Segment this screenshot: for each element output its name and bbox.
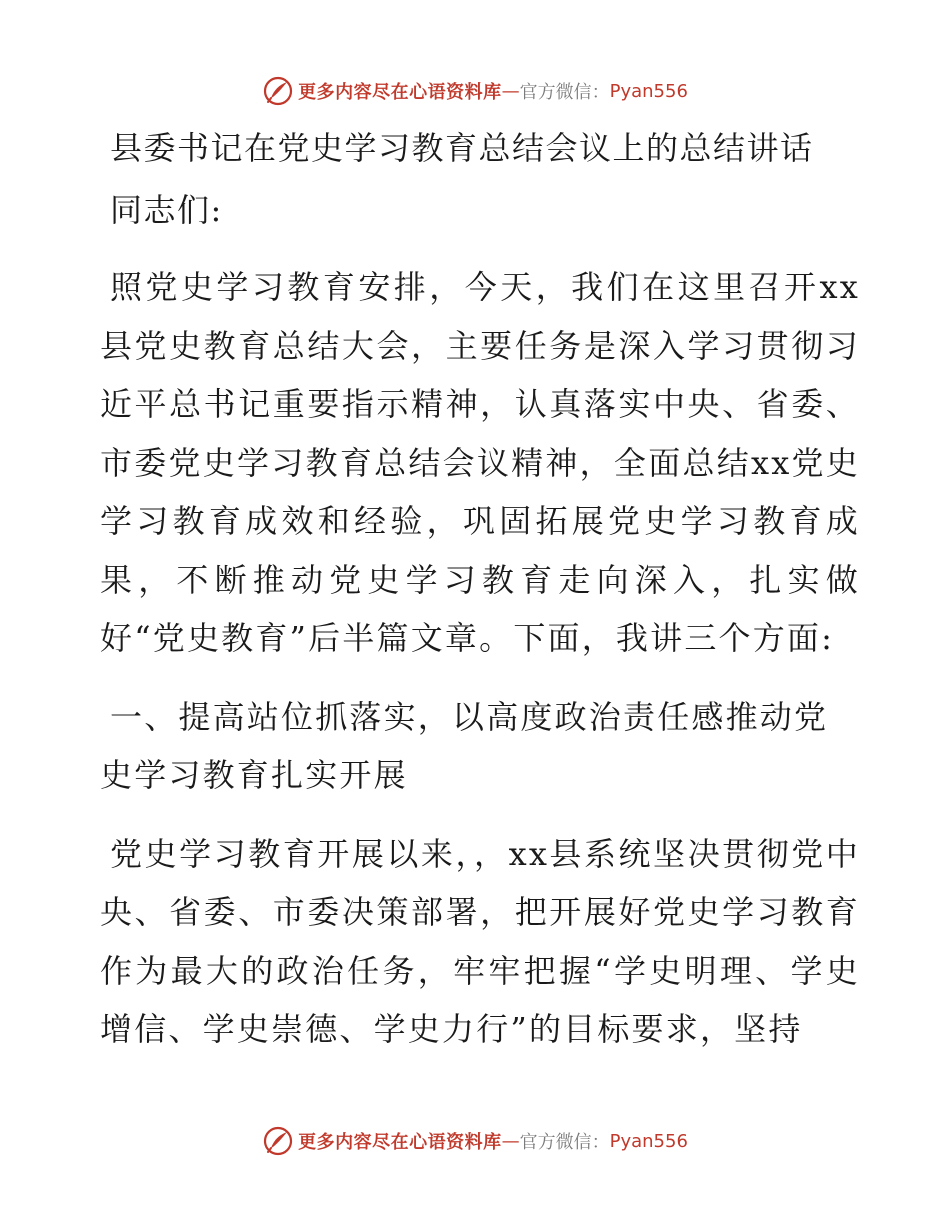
banner-site-text: 更多内容尽在心语资料库 <box>298 82 502 103</box>
banner-dash: — <box>501 80 520 102</box>
banner-site-text: 更多内容尽在心语资料库 <box>298 1132 502 1153</box>
salutation: 同志们: <box>110 191 223 229</box>
banner-wechat-label: 官方微信： <box>519 1132 610 1153</box>
banner-wechat-id: Pyan556 <box>609 1130 688 1152</box>
quill-logo-icon <box>262 75 294 107</box>
paragraph-section-1: 党史学习教育开展以来，，xx县系统坚决贯彻党中央、省委、市委决策部署，把开展好党史学习教育作为最大的政治任务，牢牢把握“学史明理、学史增信、学史崇德、学史力行”的目标要求，坚持 <box>100 834 860 1048</box>
footer-banner <box>0 1121 950 1161</box>
paragraph-intro: 照党史学习教育安排，今天，我们在这里召开xx县党史教育总结大会，主要任务是深入学习贯彻习近平总书记重要指示精神，认真落实中央、省委、市委党史学习教育总结会议精神，全面总结xx党史学习教育成效和经验，巩固拓展党史学习教育成果，不断推动党史学习教育走向深入，扎实做好“党史教育”后半篇文章。下面，我讲三个方面: <box>100 268 860 657</box>
header-banner <box>0 71 950 111</box>
banner-wechat-label: 官方微信： <box>519 82 610 103</box>
quill-logo-icon <box>262 1125 294 1157</box>
banner-dash: — <box>501 1130 520 1152</box>
document-title: 县委书记在党史学习教育总结会议上的总结讲话 <box>110 129 814 167</box>
section-heading-1: 一、提高站位抓落实，以高度政治责任感推动党史学习教育扎实开展 <box>100 697 829 794</box>
banner-wechat-id: Pyan556 <box>609 80 688 102</box>
document-body <box>100 122 860 1079</box>
